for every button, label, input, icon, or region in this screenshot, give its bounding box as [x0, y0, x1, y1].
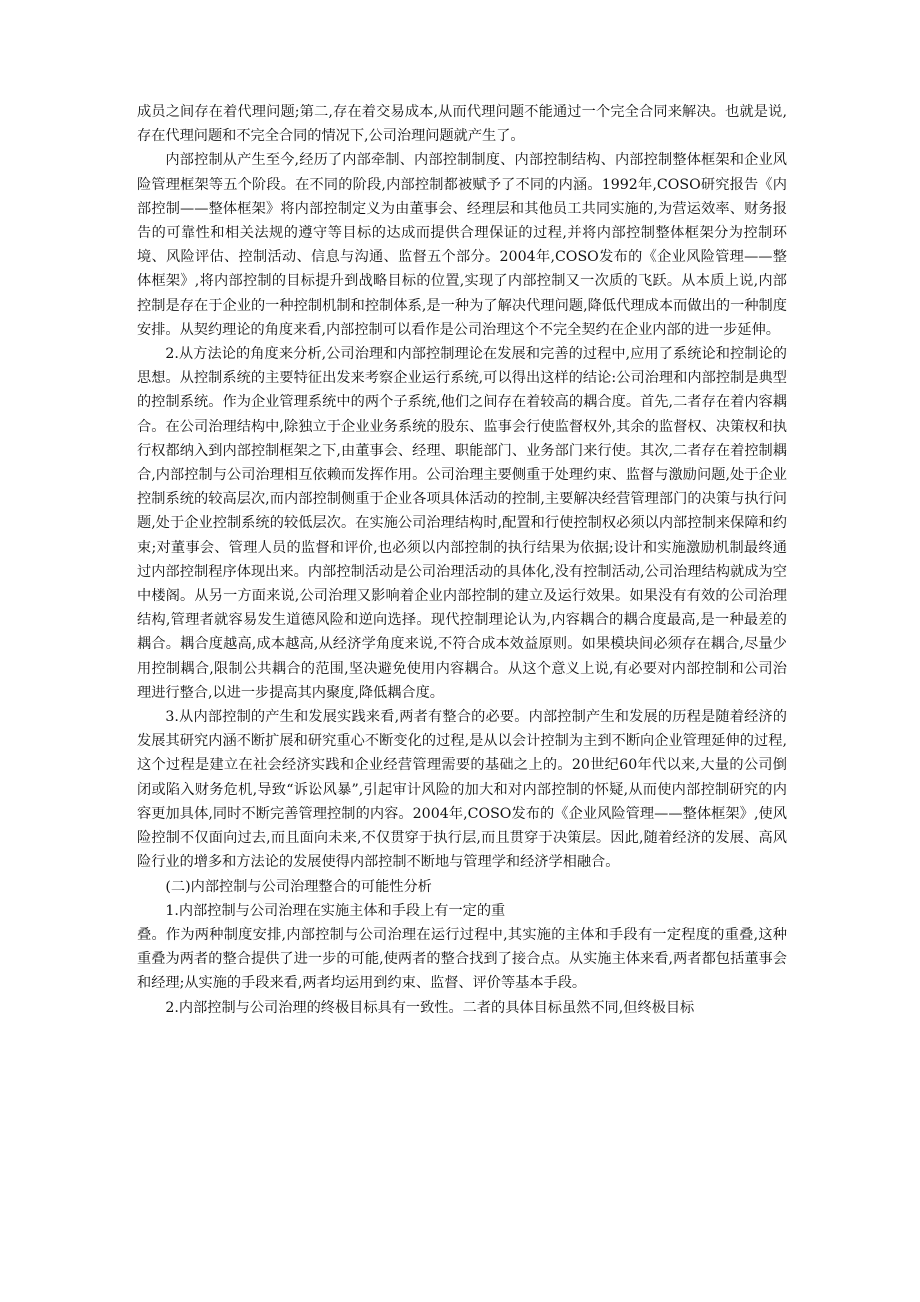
paragraph-5: 1.内部控制与公司治理在实施主体和手段上有一定的重 — [165, 902, 506, 919]
document-page — [137, 100, 787, 1020]
paragraph-7: 2.内部控制与公司治理的终极目标具有一致性。二者的具体目标虽然不同,但终极目标 — [165, 999, 695, 1016]
section-heading: (二)内部控制与公司治理整合的可能性分析 — [165, 878, 432, 895]
paragraph-2: 内部控制从产生至今,经历了内部牵制、内部控制制度、内部控制结构、内部控制整体框架和企业风险管理框架等五个阶段。在不同的阶段,内部控制都被赋予了不同的内涵。1992年,COSO研究报告《内部控制——整体框架》将内部控制定义为由董事会、经理层和其他员工共同实施的,为营运效率、财务报告的可靠性和相关法规的遵守等目标的达成而提供合理保证的过程,并将内部控制整体框架分为控制环境、风险评估、控制活动、信息与沟通、监督五个部分。2004年,COSO发布的《企业风险管理——整体框架》,将内部控制的目标提升到战略目标的位置,实现了内部控制又一次质的飞跃。从本质上说,内部控制是存在于企业的一种控制机制和控制体系,是一种为了解决代理问题,降低代理成本而做出的一种制度安排。从契约理论的角度来看,内部控制可以看作是公司治理这个不完全契约在企业内部的进一步延伸。 — [137, 152, 787, 338]
paragraph-1: 成员之间存在着代理问题;第二,存在着交易成本,从而代理问题不能通过一个完全合同来解决。也就是说,存在代理问题和不完全合同的情况下,公司治理问题就产生了。 — [137, 104, 787, 145]
paragraph-3: 2.从方法论的角度来分析,公司治理和内部控制理论在发展和完善的过程中,应用了系统论和控制论的思想。从控制系统的主要特征出发来考察企业运行系统,可以得出这样的结论:公司治理和内部控制是典型的控制系统。作为企业管理系统中的两个子系统,他们之间存在着较高的耦合度。首先,二者存在着内容耦合。在公司治理结构中,除独立于企业业务系统的股东、监事会行使监督权外,其余的监督权、决策权和执行权都纳入到内部控制框架之下,由董事会、经理、职能部门、业务部门来行使。其次,二者存在着控制耦合,内部控制与公司治理相互依赖而发挥作用。公司治理主要侧重于处理约束、监督与激励问题,处于企业控制系统的较高层次,而内部控制侧重于企业各项具体活动的控制,主要解决经营管理部门的决策与执行问题,处于企业控制系统的较低层次。在实施公司治理结构时,配置和行使控制权必须以内部控制来保障和约束;对董事会、管理人员的监督和评价,也必须以内部控制的执行结果为依据;设计和实施激励机制最终通过内部控制程序体现出来。内部控制活动是公司治理活动的具体化,没有控制活动,公司治理结构就成为空中楼阁。从另一方面来说,公司治理又影响着企业内部控制的建立及运行效果。如果没有有效的公司治理结构,管理者就容易发生道德风险和逆向选择。现代控制理论认为,内容耦合的耦合度最高,是一种最差的耦合。耦合度越高,成本越高,从经济学角度来说,不符合成本效益原则。如果模块间必须存在耦合,尽量少用控制耦合,限制公共耦合的范围,坚决避免使用内容耦合。从这个意义上说,有必要对内部控制和公司治理进行整合,以进一步提高其内聚度,降低耦合度。 — [137, 346, 787, 701]
paragraph-6: 叠。作为两种制度安排,内部控制与公司治理在运行过程中,其实施的主体和手段有一定程度的重叠,这种重叠为两者的整合提供了进一步的可能,使两者的整合找到了接合点。从实施主体来看,两者都包括董事会和经理;从实施的手段来看,两者均运用到约束、监督、评价等基本手段。 — [137, 926, 787, 992]
paragraph-4: 3.从内部控制的产生和发展实践来看,两者有整合的必要。内部控制产生和发展的历程是随着经济的发展其研究内涵不断扩展和研究重心不断变化的过程,是从以会计控制为主到不断向企业管理延伸的过程,这个过程是建立在社会经济实践和企业经营管理需要的基础之上的。20世纪60年代以来,大量的公司倒闭或陷入财务危机,导致“诉讼风暴”,引起审计风险的加大和对内部控制的怀疑,从而使内部控制研究的内容更加具体,同时不断完善管理控制的内容。2004年,COSO发布的《企业风险管理——整体框架》,使风险控制不仅面向过去,而且面向未来,不仅贯穿于执行层,而且贯穿于决策层。因此,随着经济的发展、高风险行业的增多和方法论的发展使得内部控制不断地与管理学和经济学相融合。 — [137, 709, 787, 871]
